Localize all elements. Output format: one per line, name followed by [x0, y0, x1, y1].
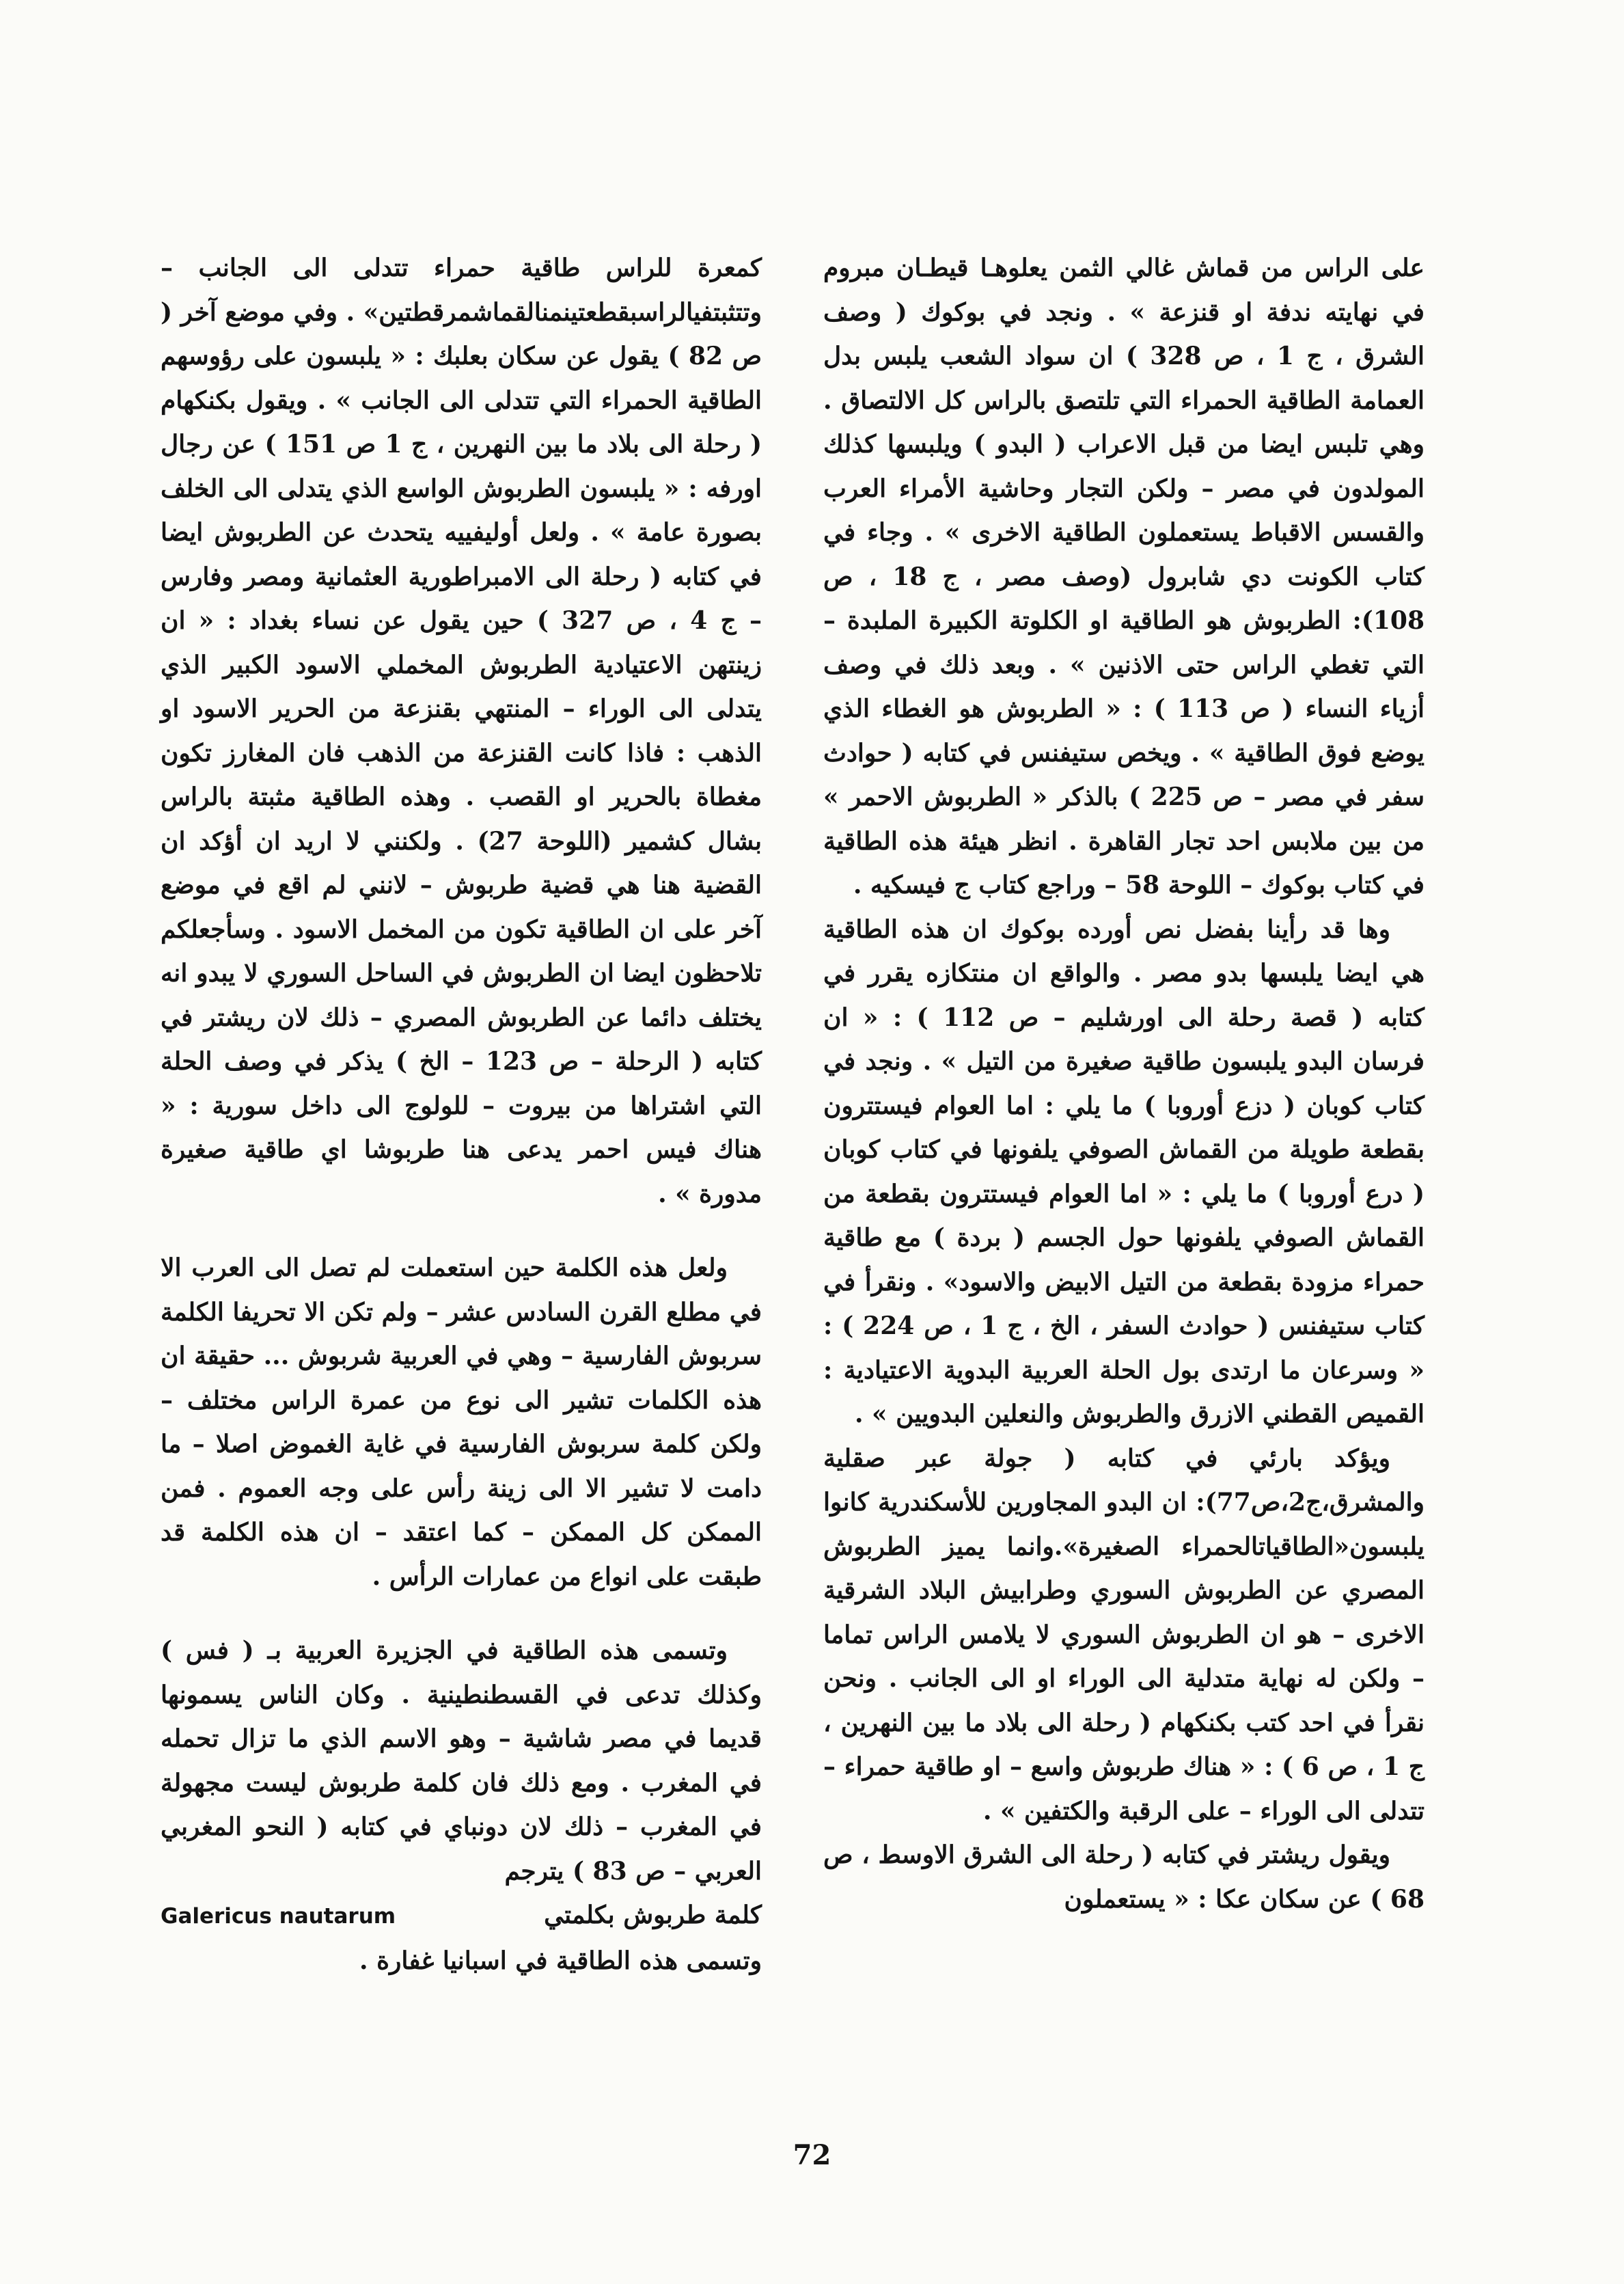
right-column-paragraph-3: ويؤكد بارئي في كتابه ( جولة عبر صقلية والمشرق،ج2،ص77): ان البدو المجاورين للأسكندرية كانوا يلبسون«الطاقياتالحمراء الصغيرة».وانما يميز الطربوش المصري عن الطربوش السوري وطرابيش البلاد الشرقية الاخرى – هو ان الطربوش السوري لا يلامس الراس تماما – ولكن له نهاية متدلية الى الوراء او الى الجانب . ونحن نقرأ في احد كتب بكنكهام ( رحلة الى بلاد ما بين النهرين ، ج 1 ، ص 6 ) : « هناك طربوش واسع – او طاقية حمراء – تتدلى الى الوراء – على الرقبة والكتفين » .: [823, 1443, 1425, 1825]
page-number: 72: [793, 2139, 831, 2171]
left-column: [161, 246, 762, 1983]
right-column-paragraph-2: وها قد رأينا بفضل نص أورده بوكوك ان هذه الطاقية هي ايضا يلبسها بدو مصر . والواقع ان منتكازه يقرر في كتابه ( قصة رحلة الى اورشليم – ص 112 ) : « ان فرسان البدو يلبسون طاقية صغيرة من التيل » . ونجد في كتاب كوبان ( دزع أوروبا ) ما يلي : اما العوام فيستترون بقطعة طويلة من القماش الصوفي يلفونها في كتاب كوبان ( درع أوروبا ) ما يلي : « اما العوام فيستترون بقطعة من القماش الصوفي يلفونها حول الجسم ( بردة ) مع طاقية حمراء مزودة بقطعة من التيل الابيض والاسود» . ونقرأ في كتاب ستيفنس ( حوادث السفر ، الخ ، ج 1 ، ص 224 ) : « وسرعان ما ارتدى بول الحلة العربية البدوية الاعتيادية : القميص القطني الازرق والطربوش والنعلين البدويين » .: [823, 914, 1425, 1428]
latin-term-line: [161, 1893, 762, 1939]
left-column-paragraph-1: كمعرة للراس طاقية حمراء تتدلى الى الجانب – وتتثبتفيالراسبقطعتينمنالقماشمرقطتين» . وفي موضع آخر ( ص 82 ) يقول عن سكان بعلبك : « يلبسون على رؤوسهم الطاقية الحمراء التي تتدلى الى الجانب » . ويقول بكنكهام ( رحلة الى بلاد ما بين النهرين ، ج 1 ص 151 ) عن رجال اورفه : « يلبسون الطربوش الواسع الذي يتدلى الى الخلف بصورة عامة » . ولعل أوليفييه يتحدث عن الطربوش ايضا في كتابه ( رحلة الى الامبراطورية العثمانية ومصر وفارس – ج 4 ، ص 327 ) حين يقول عن نساء بغداد : « ان زينتهن الاعتيادية الطربوش المخملي الاسود الكبير الذي يتدلى الى الوراء – المنتهي بقنزعة من الحرير الاسود او الذهب : فاذا كانت القنزعة من الذهب فان المغارز تكون مغطاة بالحرير او القصب . وهذه الطاقية مثبتة بالراس بشال كشمير (اللوحة 27) . ولكنني لا اريد ان أؤكد ان القضية هنا هي قضية طربوش – لانني لم اقع في موضع آخر على ان الطاقية تكون من المخمل الاسود . وسأجعلكم تلاحظون ايضا ان الطربوش في الساحل السوري لا يبدو انه يختلف دائما عن الطربوش المصري – ذلك لان ريشتر في كتابه ( الرحلة – ص 123 – الخ ) يذكر في وصف الحلة التي اشتراها من بيروت – للولوج الى داخل سورية : « هناك فيس احمر يدعى هنا طربوشا اي طاقية صغيرة مدورة » .: [161, 254, 762, 1208]
left-column-paragraph-2: ولعل هذه الكلمة حين استعملت لم تصل الى العرب الا في مطلع القرن السادس عشر – ولم تكن الا تحريفا الكلمة سربوش الفارسية – وهي في العربية شربوش ... حقيقة ان هذه الكلمات تشير الى نوع من عمرة الراس مختلف – ولكن كلمة سربوش الفارسية في غاية الغموض اصلا – ما دامت لا تشير الا الى زينة رأس على وجه العموم . فمن الممكن كل الممكن – كما اعتقد – ان هذه الكلمة قد طبقت على انواع من عمارات الرأس .: [161, 1253, 762, 1591]
left-column-paragraph-3: وتسمى هذه الطاقية في الجزيرة العربية بـ ( فس ) وكذلك تدعى في القسطنطينية . وكان الناس يسمونها قديما في مصر شاشية – وهو الاسم الذي ما تزال تحمله في المغرب . ومع ذلك فان كلمة طربوش ليست مجهولة في المغرب – ذلك لان دونباي في كتابه ( النحو المغربي العربي – ص 83 ) يترجم: [161, 1636, 762, 1886]
right-column-paragraph-1: على الراس من قماش غالي الثمن يعلوهـا قيطـان مبروم في نهايته ندفة او قنزعة » . ونجد في بوكوك ( وصف الشرق ، ج 1 ، ص 328 ) ان سواد الشعب يلبس بدل العمامة الطاقية الحمراء التي تلتصق بالراس كل الالتصاق . وهي تلبس ايضا من قبل الاعراب ( البدو ) ويلبسها كذلك المولدون في مصر – ولكن التجار وحاشية الأمراء العرب والقسس الاقباط يستعملون الطاقية الاخرى » . وجاء في كتاب الكونت دي شابرول (وصف مصر ، ج 18 ، ص 108): الطربوش هو الطاقية او الكلوتة الكبيرة الملبدة – التي تغطي الراس حتى الاذنين » . وبعد ذلك في وصف أزياء النساء ( ص 113 ) : « الطربوش هو الغطاء الذي يوضع فوق الطاقية » . ويخص ستيفنس في كتابه ( حوادث سفر في مصر – ص 225 ) بالذكر « الطربوش الاحمر » من بين ملابس احد تجار القاهرة . انظر هيئة هذه الطاقية في كتاب بوكوك – اللوحة 58 – وراجع كتاب ج فيسكيه .: [823, 254, 1425, 899]
latin-term-line-arabic: كلمة طربوش بكلمتي: [544, 1901, 762, 1929]
latin-term: Galericus nautarum: [161, 1904, 396, 1929]
left-column-paragraph-4: وتسمى هذه الطاقية في اسبانيا غفارة .: [359, 1946, 762, 1975]
right-column: [823, 246, 1425, 1921]
right-column-paragraph-4: ويقول ريشتر في كتابه ( رحلة الى الشرق الاوسط ، ص 68 ) عن سكان عكا : « يستعملون: [823, 1840, 1425, 1914]
